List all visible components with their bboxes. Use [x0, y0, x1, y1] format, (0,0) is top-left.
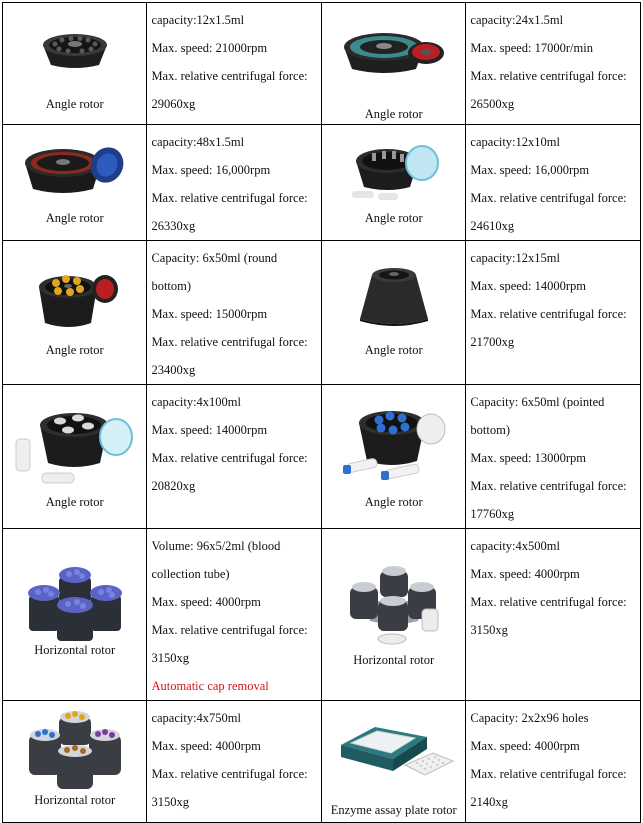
- rotor-caption: Horizontal rotor: [34, 643, 116, 657]
- spec-volume-cont: collection tube): [151, 567, 230, 581]
- spec-rcf-value: 24610xg: [470, 219, 515, 233]
- rotor-spec-cell: [147, 529, 322, 701]
- angle-rotor-12-icon: [3, 21, 146, 73]
- spec-max-speed: Max. speed: 4000rpm: [470, 739, 580, 753]
- rotor-image-cell: [321, 529, 465, 701]
- rotor-image-cell: [321, 3, 465, 125]
- spec-capacity-cont: bottom): [470, 423, 511, 437]
- spec-capacity: capacity:4x750ml: [151, 711, 241, 725]
- rotor-spec-cell: [466, 241, 641, 385]
- spec-capacity: capacity:12x15ml: [470, 251, 560, 265]
- rotor-spec-cell: [147, 701, 322, 823]
- rotor-caption: Enzyme assay plate rotor: [330, 803, 457, 817]
- spec-max-speed: Max. speed: 16,000rpm: [470, 163, 590, 177]
- spec-rcf-value: 21700xg: [470, 335, 515, 349]
- rotor-spec-cell: [147, 241, 322, 385]
- spec-rcf-value: 17760xg: [470, 507, 515, 521]
- spec-max-speed: Max. speed: 15000rpm: [151, 307, 268, 321]
- spec-rcf-value: 3150xg: [470, 623, 508, 637]
- rotor-image-cell: [3, 701, 147, 823]
- spec-rcf-label: Max. relative centrifugal force:: [151, 191, 308, 205]
- spec-capacity: capacity:4x100ml: [151, 395, 241, 409]
- rotor-spec-cell: [147, 385, 322, 529]
- rotor-caption: Angle rotor: [364, 495, 423, 509]
- angle-rotor-4x100-icon: [3, 399, 146, 485]
- spec-rcf-value: 2140xg: [470, 795, 508, 809]
- rotor-caption: Angle rotor: [364, 211, 423, 225]
- spec-rcf-label: Max. relative centrifugal force:: [151, 335, 308, 349]
- table-row: [3, 529, 641, 701]
- rotor-spec-cell: [147, 3, 322, 125]
- spec-capacity: Capacity: 6x50ml (round: [151, 251, 278, 265]
- angle-rotor-6x50-round-icon: [3, 261, 146, 333]
- table-row: [3, 241, 641, 385]
- spec-rcf-value: 3150xg: [151, 795, 189, 809]
- spec-rcf-value: 26330xg: [151, 219, 196, 233]
- rotor-image-cell: [3, 241, 147, 385]
- horizontal-rotor-4x750-icon: [3, 709, 146, 793]
- spec-max-speed: Max. speed: 4000rpm: [470, 567, 580, 581]
- spec-capacity: Capacity: 2x2x96 holes: [470, 711, 589, 725]
- spec-max-speed: Max. speed: 13000rpm: [470, 451, 587, 465]
- spec-capacity-cont: bottom): [151, 279, 192, 293]
- rotor-caption: Angle rotor: [45, 97, 104, 111]
- spec-rcf-label: Max. relative centrifugal force:: [470, 307, 627, 321]
- rotor-spec-cell: [466, 701, 641, 823]
- spec-capacity: capacity:48x1.5ml: [151, 135, 245, 149]
- spec-capacity: Capacity: 6x50ml (pointed: [470, 395, 605, 409]
- spec-rcf-value: 3150xg: [151, 651, 189, 665]
- rotor-caption: Angle rotor: [364, 107, 423, 121]
- rotor-caption: Horizontal rotor: [34, 793, 116, 807]
- spec-max-speed: Max. speed: 4000rpm: [151, 595, 261, 609]
- spec-rcf-value: 20820xg: [151, 479, 196, 493]
- rotor-image-cell: [3, 385, 147, 529]
- rotor-image-cell: [321, 701, 465, 823]
- rotor-image-cell: [321, 241, 465, 385]
- spec-max-speed: Max. speed: 14000rpm: [151, 423, 268, 437]
- spec-max-speed: Max. speed: 21000rpm: [151, 41, 268, 55]
- rotor-caption: Angle rotor: [45, 495, 104, 509]
- rotor-spec-cell: [466, 385, 641, 529]
- spec-rcf-value: 26500xg: [470, 97, 515, 111]
- rotor-image-cell: [321, 125, 465, 241]
- spec-rcf-label: Max. relative centrifugal force:: [470, 767, 627, 781]
- spec-rcf-label: Max. relative centrifugal force:: [470, 69, 627, 83]
- spec-max-speed: Max. speed: 16,000rpm: [151, 163, 271, 177]
- spec-rcf-label: Max. relative centrifugal force:: [151, 767, 308, 781]
- spec-rcf-label: Max. relative centrifugal force:: [151, 69, 308, 83]
- spec-rcf-label: Max. relative centrifugal force:: [470, 479, 627, 493]
- table-row: [3, 125, 641, 241]
- spec-rcf-value: 29060xg: [151, 97, 196, 111]
- spec-max-speed: Max. speed: 17000r/min: [470, 41, 593, 55]
- feature-note: Automatic cap removal: [151, 679, 269, 693]
- spec-capacity: capacity:12x1.5ml: [151, 13, 245, 27]
- rotor-image-cell: [321, 385, 465, 529]
- spec-max-speed: Max. speed: 14000rpm: [470, 279, 587, 293]
- enzyme-plate-rotor-icon: [322, 715, 465, 787]
- spec-rcf-label: Max. relative centrifugal force:: [470, 595, 627, 609]
- angle-rotor-6x50-pointed-icon: [322, 399, 465, 485]
- spec-capacity: capacity:24x1.5ml: [470, 13, 564, 27]
- spec-volume: Volume: 96x5/2ml (blood: [151, 539, 281, 553]
- spec-capacity: capacity:4x500ml: [470, 539, 560, 553]
- spec-rcf-label: Max. relative centrifugal force:: [151, 451, 308, 465]
- rotor-spec-cell: [466, 529, 641, 701]
- table-row: [3, 701, 641, 823]
- horizontal-rotor-blood-tube-icon: [3, 555, 146, 647]
- angle-rotor-12x15-icon: [322, 261, 465, 331]
- rotor-caption: Horizontal rotor: [353, 653, 435, 667]
- table-row: [3, 3, 641, 125]
- rotor-spec-table: [2, 2, 641, 823]
- rotor-caption: Angle rotor: [364, 343, 423, 357]
- table-row: [3, 385, 641, 529]
- rotor-image-cell: [3, 529, 147, 701]
- rotor-spec-cell: [147, 125, 322, 241]
- rotor-spec-cell: [466, 3, 641, 125]
- rotor-spec-cell: [466, 125, 641, 241]
- rotor-caption: Angle rotor: [45, 211, 104, 225]
- spec-capacity: capacity:12x10ml: [470, 135, 560, 149]
- spec-rcf-value: 23400xg: [151, 363, 196, 377]
- rotor-caption: Angle rotor: [45, 343, 104, 357]
- rotor-image-cell: [3, 125, 147, 241]
- angle-rotor-24-icon: [322, 17, 465, 79]
- rotor-image-cell: [3, 3, 147, 125]
- spec-rcf-label: Max. relative centrifugal force:: [151, 623, 308, 637]
- spec-max-speed: Max. speed: 4000rpm: [151, 739, 261, 753]
- angle-rotor-48-icon: [3, 135, 146, 199]
- spec-rcf-label: Max. relative centrifugal force:: [470, 191, 627, 205]
- horizontal-rotor-4x500-icon: [322, 557, 465, 647]
- angle-rotor-12x10-icon: [322, 133, 465, 203]
